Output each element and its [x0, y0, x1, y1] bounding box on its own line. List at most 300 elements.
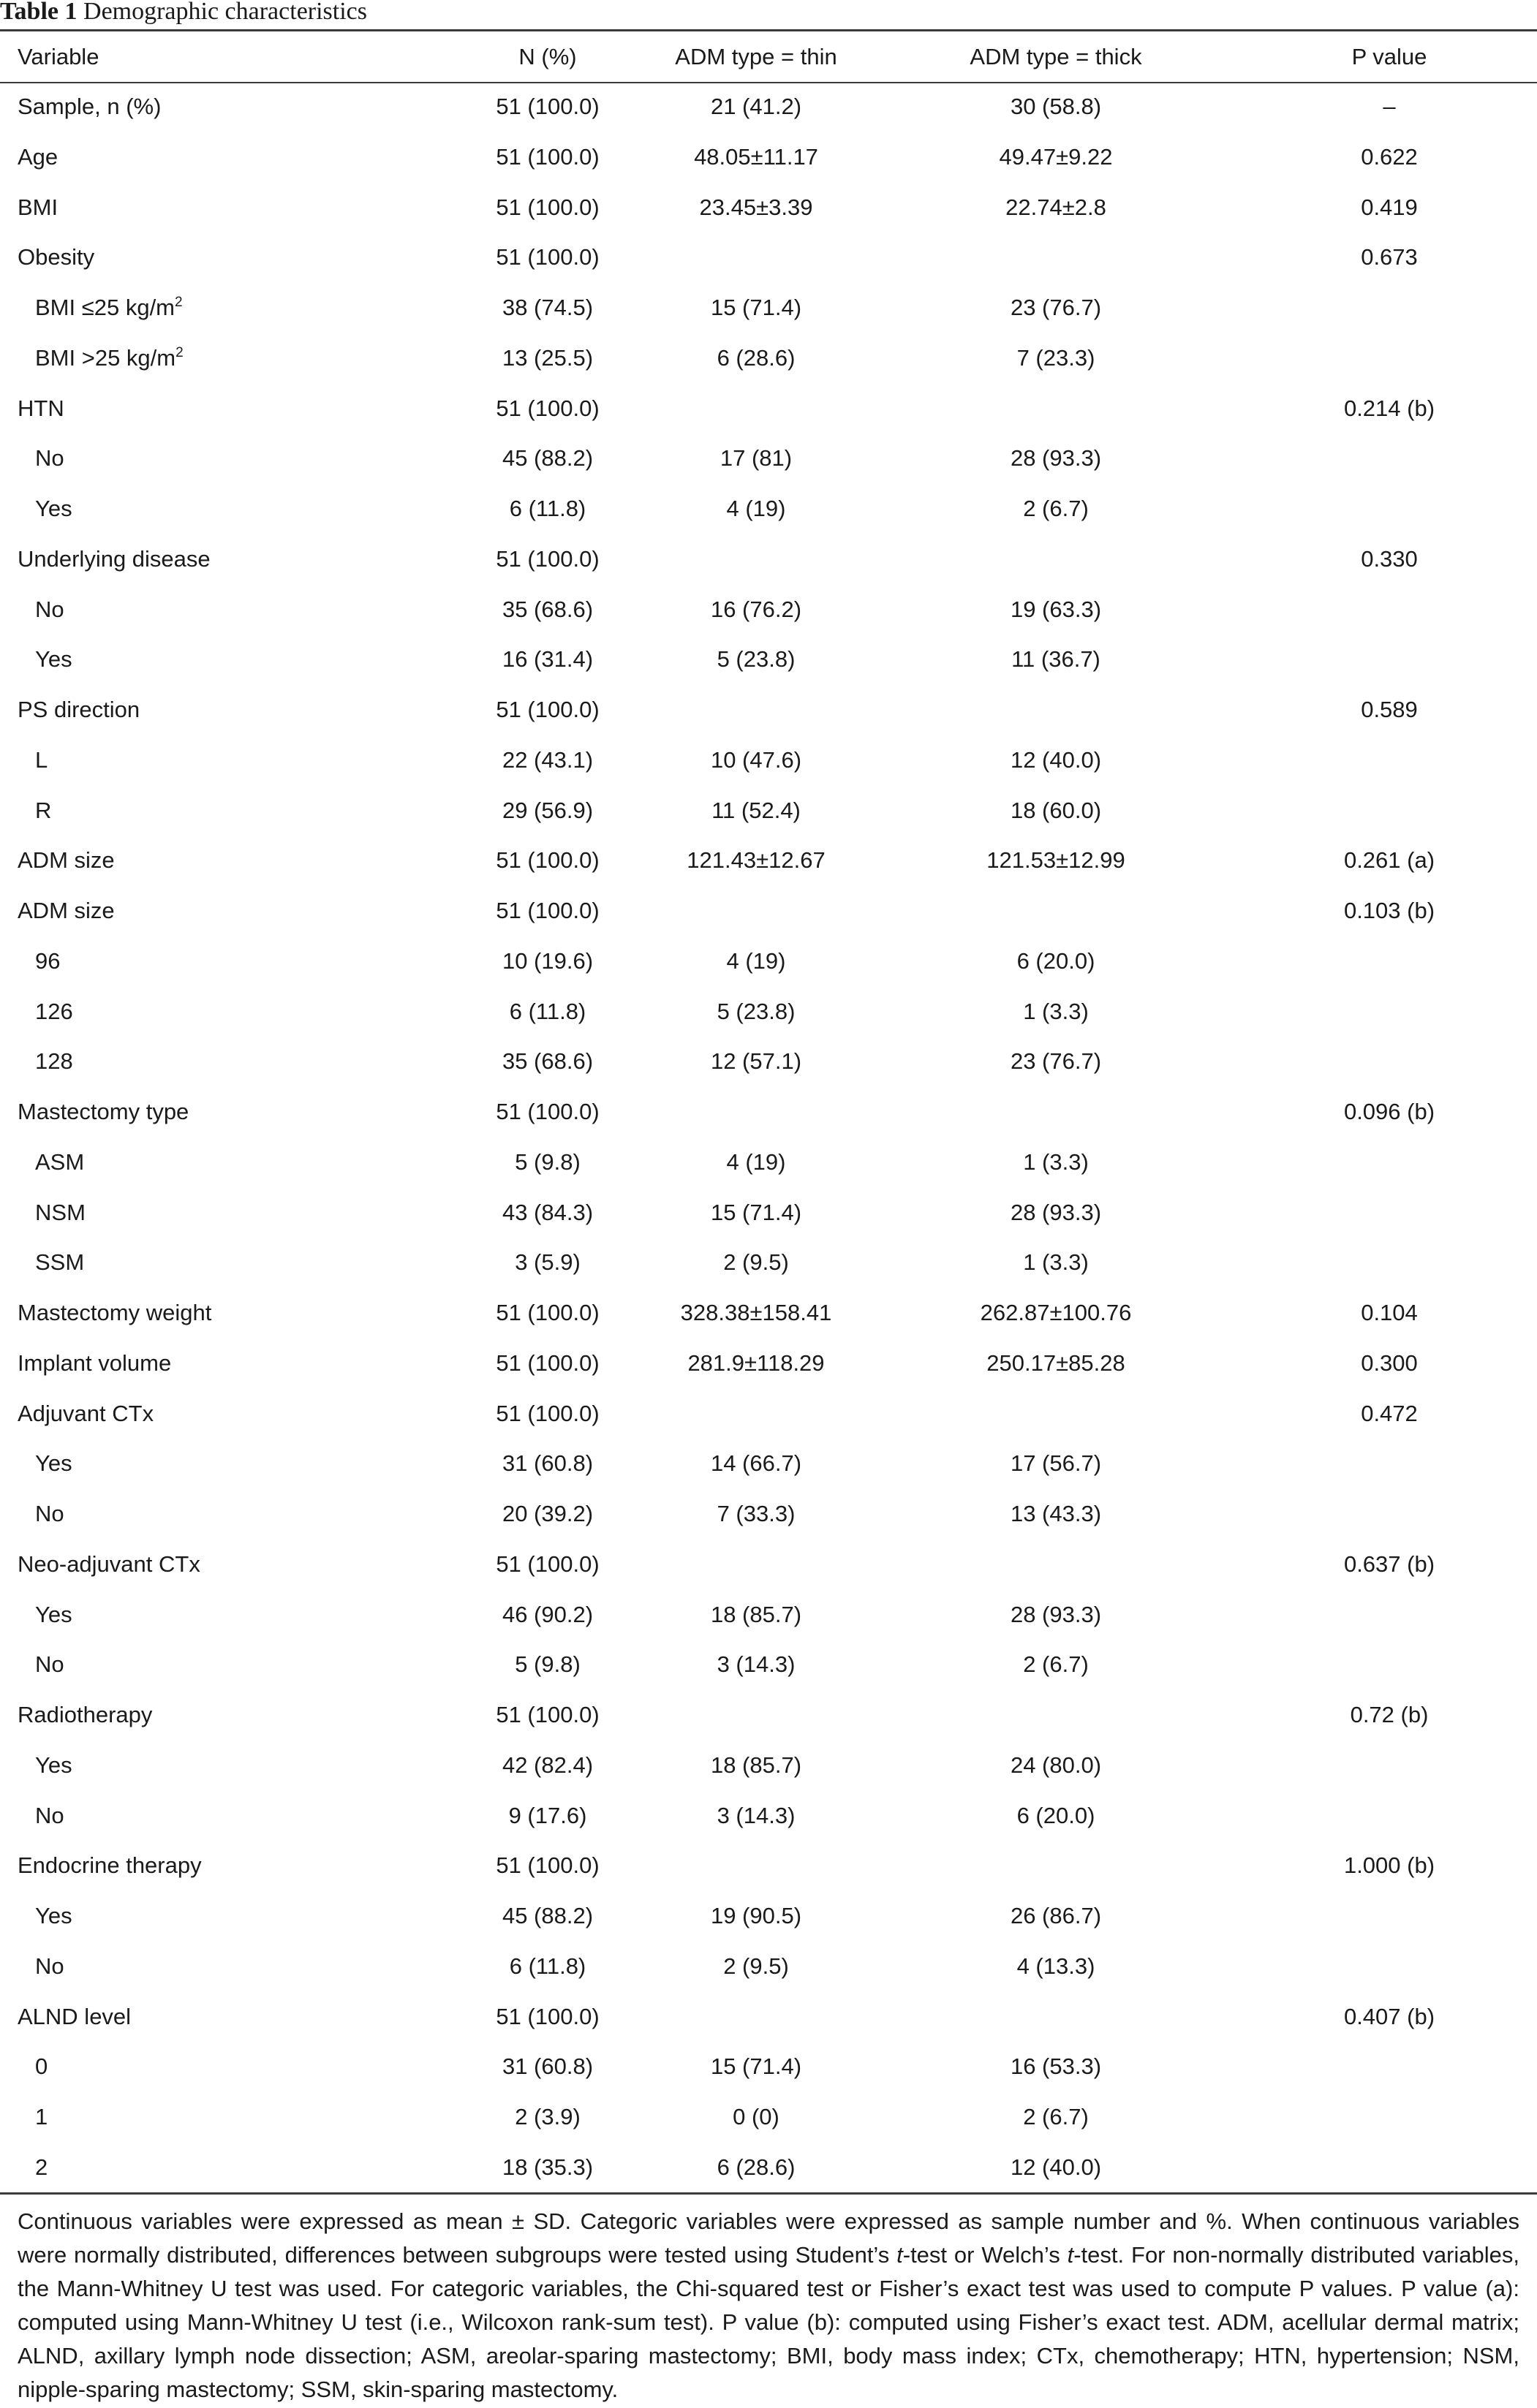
- cell-thin: [624, 1741, 888, 1791]
- cell-n: [471, 2042, 624, 2092]
- cell-thick-text: 18 (60.0): [1010, 797, 1102, 823]
- cell-thick-text: 23 (76.7): [1010, 295, 1102, 320]
- cell-p-value: [1224, 1791, 1537, 1841]
- cell-p-value: [1224, 2143, 1537, 2193]
- cell-thick-text: 22.74±2.8: [1005, 194, 1106, 220]
- cell-n-text: 13 (25.5): [502, 344, 594, 371]
- cell-thin: [624, 1439, 888, 1489]
- cell-thin-text: 19 (90.5): [710, 1903, 802, 1928]
- table-row: [0, 2143, 1537, 2193]
- cell-thin-text: 4 (19): [726, 1148, 786, 1175]
- cell-n-text: 10 (19.6): [502, 947, 594, 974]
- table-row: [0, 232, 1537, 283]
- cell-thick: [888, 1037, 1224, 1087]
- cell-p-value: [1224, 1741, 1537, 1791]
- cell-variable: [0, 2092, 471, 2143]
- cell-thin-text: 2 (9.5): [723, 1249, 789, 1276]
- cell-p-value: [1224, 283, 1537, 333]
- cell-n: [471, 1489, 624, 1540]
- cell-variable: [0, 333, 471, 384]
- cell-variable: [0, 1590, 471, 1640]
- cell-n: [471, 2092, 624, 2143]
- column-header-p-value: P value: [1351, 44, 1427, 69]
- cell-thick: [888, 1087, 1224, 1137]
- cell-thin: [624, 1640, 888, 1690]
- table-row: [0, 635, 1537, 685]
- cell-n-text: 16 (31.4): [502, 646, 594, 673]
- cell-thick: [888, 1439, 1224, 1489]
- cell-n: [471, 1339, 624, 1389]
- cell-thick-text: 2 (6.7): [1023, 2104, 1089, 2129]
- cell-thin-text: 15 (71.4): [710, 1199, 802, 1225]
- cell-variable-text: Mastectomy type: [18, 1099, 189, 1124]
- column-header-thick: ADM type = thick: [970, 44, 1142, 69]
- cell-n-text: 51 (100.0): [496, 545, 600, 572]
- cell-variable-text: ASM: [35, 1148, 85, 1175]
- cell-thick-text: 7 (23.3): [1016, 344, 1095, 371]
- cell-n: [471, 333, 624, 384]
- column-header-n: N (%): [518, 44, 577, 69]
- cell-p-value: [1224, 1087, 1537, 1137]
- table-row: [0, 685, 1537, 735]
- bottom-rule: [0, 2192, 1537, 2195]
- cell-variable: [0, 433, 471, 484]
- cell-variable: [0, 1489, 471, 1540]
- cell-thin-text: 12 (57.1): [710, 1048, 802, 1075]
- cell-p-value: [1224, 635, 1537, 685]
- cell-n-text: 29 (56.9): [502, 797, 594, 823]
- cell-thick: [888, 1942, 1224, 1992]
- cell-n: [471, 685, 624, 735]
- cell-n-text: 43 (84.3): [502, 1199, 594, 1225]
- cell-thick: [888, 1489, 1224, 1540]
- cell-thin: [624, 1590, 888, 1640]
- cell-thin-text: 48.05±11.17: [694, 143, 818, 170]
- cell-thick: [888, 1339, 1224, 1389]
- cell-thick: [888, 1690, 1224, 1741]
- demographics-table: [0, 31, 1537, 2193]
- cell-thin: [624, 685, 888, 735]
- cell-n-text: 42 (82.4): [502, 1752, 594, 1778]
- superscript: 2: [175, 344, 184, 360]
- cell-n-text: 45 (88.2): [502, 445, 594, 472]
- cell-n: [471, 384, 624, 434]
- cell-thin: [624, 1841, 888, 1891]
- cell-p-value-text: 0.673: [1361, 244, 1418, 270]
- cell-n-text: 31 (60.8): [502, 1450, 594, 1477]
- cell-thin-text: 14 (66.7): [710, 1450, 802, 1477]
- footnote-text: Continuous variables were expressed as mean ± SD. Categoric variables were expressed as sample number and %. When continuous variables were normally distributed, differences between subgroups were tested using Student’s: [18, 2208, 1519, 2268]
- cell-thin: [624, 886, 888, 936]
- cell-thin: [624, 484, 888, 534]
- cell-thick: [888, 1540, 1224, 1590]
- cell-n-text: 38 (74.5): [502, 295, 594, 320]
- cell-thin: [624, 132, 888, 183]
- cell-thick: [888, 1188, 1224, 1238]
- cell-thick-text: 11 (36.7): [1011, 646, 1100, 673]
- cell-variable: [0, 1690, 471, 1741]
- cell-thick: [888, 333, 1224, 384]
- cell-n-text: 51 (100.0): [496, 697, 600, 722]
- cell-variable-text: No: [35, 1802, 64, 1828]
- table-row: [0, 283, 1537, 333]
- cell-p-value: [1224, 1590, 1537, 1640]
- cell-p-value-text: 0.419: [1361, 194, 1418, 220]
- cell-thin-text: 3 (14.3): [717, 1651, 796, 1678]
- cell-n: [471, 1891, 624, 1942]
- cell-thin: [624, 82, 888, 132]
- cell-variable-text: L: [35, 746, 48, 773]
- cell-p-value-text: 0.72 (b): [1350, 1702, 1429, 1727]
- cell-thick: [888, 1891, 1224, 1942]
- cell-thick-text: 12 (40.0): [1010, 746, 1102, 773]
- cell-thick-text: 26 (86.7): [1010, 1903, 1102, 1928]
- cell-thick-text: 28 (93.3): [1010, 1199, 1102, 1225]
- cell-p-value-text: 0.330: [1361, 545, 1418, 572]
- cell-n-text: 51 (100.0): [496, 94, 600, 119]
- cell-n: [471, 1037, 624, 1087]
- cell-n: [471, 836, 624, 886]
- cell-thick-text: 30 (58.8): [1010, 94, 1102, 119]
- cell-variable: [0, 534, 471, 585]
- cell-thick: [888, 1590, 1224, 1640]
- cell-thin-text: 18 (85.7): [710, 1752, 802, 1778]
- header-rule: [0, 82, 1537, 83]
- cell-variable-text: SSM: [35, 1249, 85, 1276]
- table-row: [0, 1791, 1537, 1841]
- table-row: [0, 1037, 1537, 1087]
- cell-variable: [0, 1640, 471, 1690]
- cell-variable-text: Age: [18, 143, 58, 170]
- cell-thin: [624, 534, 888, 585]
- table-row: [0, 534, 1537, 585]
- cell-p-value: [1224, 132, 1537, 183]
- cell-variable-text: ADM size: [18, 898, 115, 923]
- cell-p-value: [1224, 333, 1537, 384]
- cell-p-value-text: 0.637 (b): [1343, 1551, 1435, 1577]
- column-header-variable: Variable: [18, 44, 99, 69]
- table-row: [0, 886, 1537, 936]
- cell-thin: [624, 1540, 888, 1590]
- cell-p-value: [1224, 987, 1537, 1037]
- cell-thick: [888, 433, 1224, 484]
- cell-variable: [0, 1238, 471, 1288]
- footnote-text: -test. For non-normally distributed variables, the Mann-Whitney U test was used. For categoric variables, the Chi-squared test or Fisher’s exact test was used to compute P values. P value (a): computed using Mann-Whitney U test (i.e., Wilcoxon rank-sum test). P value (b): computed using Fisher’s exact test. ADM, acellular dermal matrix; ALND, axillary lymph node dissection; ASM, areolar-sparing mastectomy; BMI, body mass index; CTx, chemotherapy; HTN, hypertension; NSM, nipple-sparing mastectomy; SSM, skin-sparing mastectomy.: [18, 2242, 1519, 2402]
- cell-p-value: [1224, 232, 1537, 283]
- cell-thin-text: 3 (14.3): [717, 1802, 796, 1828]
- cell-variable: [0, 1339, 471, 1389]
- cell-p-value: [1224, 1891, 1537, 1942]
- cell-n: [471, 886, 624, 936]
- cell-variable-text: Radiotherapy: [18, 1702, 153, 1727]
- cell-thick: [888, 936, 1224, 987]
- table-footnote: [18, 2205, 1519, 2407]
- cell-n: [471, 132, 624, 183]
- cell-thin-text: 17 (81): [720, 445, 793, 472]
- cell-thick-text: 121.53±12.99: [986, 847, 1125, 874]
- table-row: [0, 936, 1537, 987]
- cell-thick: [888, 886, 1224, 936]
- cell-p-value-text: 0.104: [1361, 1300, 1418, 1325]
- footnote-italic: t: [1067, 2242, 1074, 2268]
- cell-p-value: [1224, 1942, 1537, 1992]
- table-title-text: Demographic characteristics: [83, 0, 367, 25]
- cell-thin: [624, 333, 888, 384]
- cell-thin: [624, 1137, 888, 1188]
- cell-p-value-text: 1.000 (b): [1343, 1852, 1435, 1879]
- cell-p-value: [1224, 886, 1537, 936]
- cell-p-value: [1224, 1188, 1537, 1238]
- cell-thin-text: 0 (0): [733, 2104, 779, 2129]
- cell-variable-text: Yes: [35, 646, 72, 673]
- cell-thick-text: 262.87±100.76: [980, 1300, 1132, 1325]
- cell-p-value-text: 0.472: [1361, 1400, 1418, 1426]
- cell-variable-text: BMI: [18, 194, 58, 220]
- cell-n-text: 51 (100.0): [496, 244, 600, 270]
- cell-thin-text: 15 (71.4): [710, 2053, 802, 2080]
- cell-p-value-text: 0.214 (b): [1343, 395, 1435, 421]
- cell-variable: [0, 1137, 471, 1188]
- cell-n: [471, 2143, 624, 2193]
- cell-variable-text: No: [35, 1501, 64, 1526]
- cell-thick-text: 49.47±9.22: [999, 143, 1113, 170]
- cell-variable-text: Mastectomy weight: [18, 1300, 212, 1325]
- cell-variable-text: Obesity: [18, 244, 95, 270]
- cell-n-text: 51 (100.0): [496, 2003, 600, 2029]
- cell-variable-text: Yes: [35, 1752, 72, 1778]
- superscript: 2: [175, 295, 183, 310]
- table-row: [0, 2092, 1537, 2143]
- cell-p-value: [1224, 836, 1537, 886]
- cell-thick: [888, 987, 1224, 1037]
- cell-p-value: [1224, 936, 1537, 987]
- cell-n-text: 3 (5.9): [515, 1249, 581, 1276]
- cell-variable: [0, 183, 471, 233]
- cell-thick-text: 250.17±85.28: [986, 1349, 1125, 1376]
- cell-thin-text: 23.45±3.39: [699, 194, 813, 220]
- cell-n-text: 51 (100.0): [496, 1099, 600, 1124]
- cell-n-text: 51 (100.0): [496, 1349, 600, 1376]
- table-row: [0, 836, 1537, 886]
- cell-n: [471, 735, 624, 786]
- cell-variable: [0, 484, 471, 534]
- cell-thick: [888, 534, 1224, 585]
- table-row: [0, 1741, 1537, 1791]
- cell-n: [471, 1841, 624, 1891]
- cell-thin: [624, 1891, 888, 1942]
- table-row: [0, 1288, 1537, 1339]
- cell-variable: [0, 635, 471, 685]
- cell-n-text: 22 (43.1): [502, 746, 594, 773]
- cell-thick-text: 17 (56.7): [1010, 1450, 1102, 1477]
- cell-variable: [0, 132, 471, 183]
- cell-thin: [624, 232, 888, 283]
- header-row: [0, 31, 1537, 82]
- cell-n: [471, 585, 624, 635]
- table-row: [0, 2042, 1537, 2092]
- cell-thick: [888, 1741, 1224, 1791]
- table-row: [0, 1489, 1537, 1540]
- cell-thick: [888, 635, 1224, 685]
- cell-variable: [0, 1791, 471, 1841]
- cell-thin: [624, 1942, 888, 1992]
- cell-variable-text: BMI ≤25 kg/m: [35, 295, 175, 320]
- cell-variable-text: PS direction: [18, 697, 140, 722]
- cell-variable: [0, 836, 471, 886]
- cell-n-text: 6 (11.8): [509, 998, 586, 1024]
- table-row: [0, 1992, 1537, 2042]
- cell-thin: [624, 936, 888, 987]
- column-header-thin: ADM type = thin: [675, 44, 837, 69]
- cell-variable-text: NSM: [35, 1199, 86, 1225]
- footnote-italic: t: [896, 2242, 903, 2268]
- cell-p-value-text: 0.261 (a): [1343, 847, 1435, 874]
- cell-thin: [624, 1489, 888, 1540]
- cell-variable: [0, 1992, 471, 2042]
- table-body: [0, 82, 1537, 2193]
- cell-thin-text: 15 (71.4): [710, 295, 802, 320]
- cell-n-text: 51 (100.0): [496, 847, 600, 874]
- table-row: [0, 1339, 1537, 1389]
- cell-n: [471, 1590, 624, 1640]
- cell-variable-text: Yes: [35, 1903, 72, 1928]
- table-row: [0, 1087, 1537, 1137]
- cell-variable: [0, 1037, 471, 1087]
- cell-p-value: [1224, 1439, 1537, 1489]
- table-row: [0, 1389, 1537, 1439]
- table-row: [0, 1540, 1537, 1590]
- cell-p-value: [1224, 82, 1537, 132]
- cell-variable: [0, 1891, 471, 1942]
- cell-n-text: 5 (9.8): [515, 1651, 581, 1678]
- cell-thin: [624, 1690, 888, 1741]
- cell-thick-text: 19 (63.3): [1010, 596, 1102, 622]
- cell-thin: [624, 1288, 888, 1339]
- cell-p-value: [1224, 585, 1537, 635]
- cell-thin-text: 2 (9.5): [723, 1953, 789, 1979]
- table-header: [0, 31, 1537, 82]
- table-row: [0, 82, 1537, 132]
- table-row: [0, 1137, 1537, 1188]
- cell-n: [471, 786, 624, 836]
- cell-thick: [888, 786, 1224, 836]
- cell-thin: [624, 1992, 888, 2042]
- cell-n: [471, 1439, 624, 1489]
- cell-p-value: [1224, 1640, 1537, 1690]
- cell-variable: [0, 987, 471, 1037]
- cell-thick: [888, 1137, 1224, 1188]
- cell-p-value-text: 0.300: [1361, 1349, 1418, 1376]
- cell-variable: [0, 1389, 471, 1439]
- cell-n: [471, 232, 624, 283]
- cell-thick-text: 16 (53.3): [1010, 2053, 1102, 2080]
- cell-variable-text: BMI >25 kg/m: [35, 344, 176, 371]
- cell-thick: [888, 1389, 1224, 1439]
- cell-thin-text: 328.38±158.41: [680, 1300, 832, 1325]
- cell-thick: [888, 735, 1224, 786]
- cell-p-value: [1224, 1489, 1537, 1540]
- cell-p-value: [1224, 1339, 1537, 1389]
- cell-thick: [888, 232, 1224, 283]
- cell-p-value-text: 0.622: [1361, 143, 1418, 170]
- cell-p-value-text: 0.407 (b): [1343, 2003, 1435, 2029]
- table-row: [0, 585, 1537, 635]
- cell-n-text: 51 (100.0): [496, 1702, 600, 1727]
- cell-variable-text: No: [35, 596, 64, 622]
- cell-thin: [624, 433, 888, 484]
- table-row: [0, 1590, 1537, 1640]
- table-row: [0, 484, 1537, 534]
- table-row: [0, 183, 1537, 233]
- cell-n-text: 46 (90.2): [502, 1601, 594, 1627]
- cell-thin: [624, 1238, 888, 1288]
- cell-thin-text: 7 (33.3): [717, 1501, 796, 1526]
- cell-thin-text: 11 (52.4): [711, 797, 801, 823]
- cell-variable: [0, 1942, 471, 1992]
- cell-thick-text: 2 (6.7): [1023, 1651, 1089, 1678]
- table-row: [0, 987, 1537, 1037]
- cell-thin: [624, 1188, 888, 1238]
- cell-thick: [888, 2042, 1224, 2092]
- cell-thick: [888, 183, 1224, 233]
- cell-n: [471, 635, 624, 685]
- cell-p-value: [1224, 685, 1537, 735]
- cell-variable: [0, 1439, 471, 1489]
- cell-p-value: [1224, 433, 1537, 484]
- cell-thick: [888, 384, 1224, 434]
- cell-thick-text: 6 (20.0): [1016, 1802, 1095, 1828]
- cell-variable: [0, 685, 471, 735]
- cell-variable: [0, 735, 471, 786]
- cell-variable: [0, 82, 471, 132]
- cell-p-value: [1224, 534, 1537, 585]
- cell-thick: [888, 82, 1224, 132]
- cell-n-text: 51 (100.0): [496, 1300, 600, 1325]
- cell-thick: [888, 1841, 1224, 1891]
- cell-variable-text: Endocrine therapy: [18, 1852, 202, 1879]
- cell-variable: [0, 283, 471, 333]
- cell-variable-text: 2: [35, 2154, 48, 2180]
- cell-n-text: 51 (100.0): [496, 395, 600, 421]
- table-row: [0, 786, 1537, 836]
- cell-thin-text: 281.9±118.29: [687, 1349, 825, 1376]
- cell-p-value-text: 0.103 (b): [1343, 898, 1435, 923]
- cell-variable-text: Adjuvant CTx: [18, 1400, 154, 1426]
- cell-n-text: 6 (11.8): [509, 1953, 586, 1979]
- cell-variable-text: Underlying disease: [18, 545, 211, 572]
- table-row: [0, 1188, 1537, 1238]
- cell-n-text: 20 (39.2): [502, 1501, 594, 1526]
- cell-thick-text: 24 (80.0): [1010, 1752, 1102, 1778]
- cell-p-value: [1224, 735, 1537, 786]
- cell-n-text: 18 (35.3): [502, 2154, 594, 2180]
- cell-n: [471, 1188, 624, 1238]
- table-row: [0, 433, 1537, 484]
- cell-variable: [0, 936, 471, 987]
- cell-p-value: [1224, 1037, 1537, 1087]
- table-row: [0, 1690, 1537, 1741]
- cell-n-text: 35 (68.6): [502, 596, 594, 622]
- cell-variable-text: 96: [35, 947, 61, 974]
- cell-p-value: [1224, 2092, 1537, 2143]
- cell-n: [471, 936, 624, 987]
- cell-variable: [0, 886, 471, 936]
- cell-thick-text: 13 (43.3): [1010, 1501, 1102, 1526]
- cell-thin: [624, 2042, 888, 2092]
- cell-n-text: 9 (17.6): [508, 1802, 587, 1828]
- cell-variable-text: No: [35, 445, 64, 472]
- cell-n: [471, 183, 624, 233]
